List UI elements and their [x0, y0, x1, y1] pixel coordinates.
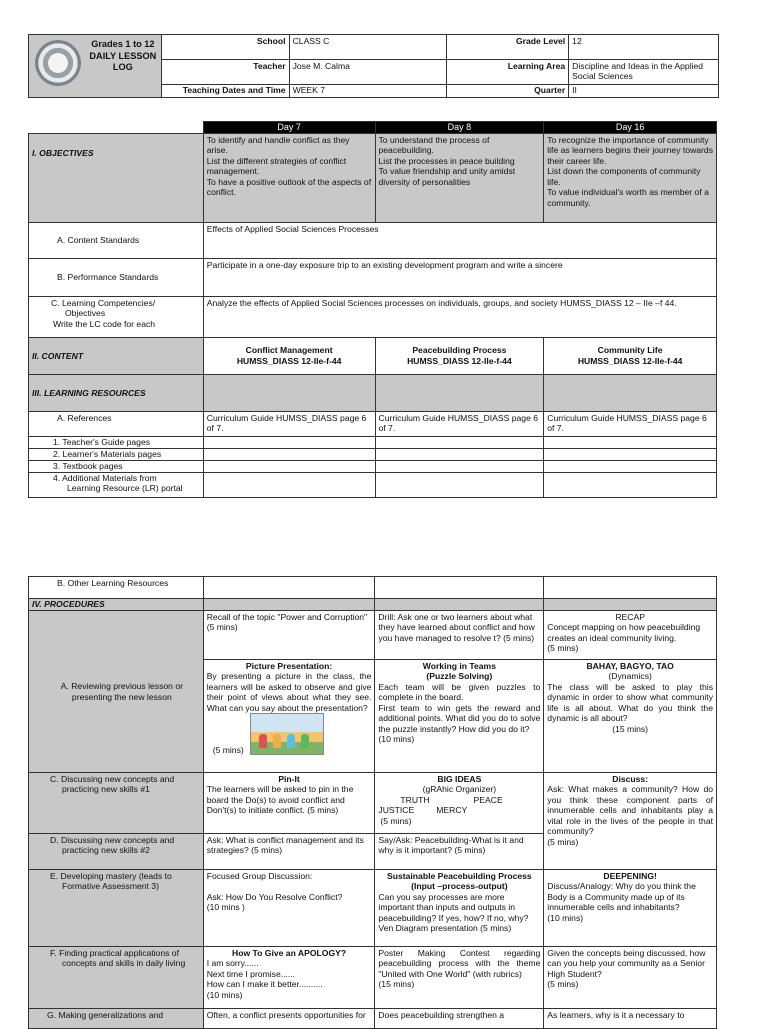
teachers-guide-label: 1. Teacher's Guide pages — [29, 436, 204, 448]
day-header-1: Day 7 — [203, 122, 375, 134]
day-header-2: Day 8 — [375, 122, 544, 134]
deped-seal-icon — [35, 40, 81, 86]
references-day-1: Curriculum Guide HUMSS_DIASS page 6 of 7. — [203, 411, 375, 436]
dll-title: Grades 1 to 12 DAILY LESSON LOG — [89, 39, 157, 72]
teacher-label: Teacher — [161, 60, 289, 85]
procedure-c-day-3-discuss: Discuss: Ask: What makes a community? How do you think these component parts of innumerable cells and inhabitants play a vital role in the lives of the people in that community? (5 mins) — [544, 773, 717, 870]
teaching-dates-label: Teaching Dates and Time — [161, 85, 289, 98]
dll-title-block — [29, 35, 162, 98]
procedure-d-day-1: Ask: What is conflict management and its strategies? (5 mins) — [203, 834, 375, 870]
teaching-dates-value: WEEK 7 — [289, 85, 447, 98]
quarter-label: Quarter — [447, 85, 569, 98]
additional-materials-label: 4. Additional Materials from Learning Resource (LR) portal — [29, 472, 204, 497]
procedure-a-day-1-picture: Picture Presentation: By presenting a picture in the class, the learners will be asked to observe and give their point of views about what they see. What can you say about the presentation? (5 mins) — [203, 660, 375, 773]
procedure-a-day-3-dynamics: BAHAY, BAGYO, TAO (Dynamics) The class will be asked to play this dynamic in order to show what community life is all about. What do you think the dynamic is all about? (15 mins) — [544, 660, 717, 773]
procedure-f-label: F. Finding practical applications of concepts and skills in daily living — [29, 947, 204, 1009]
procedure-e-day-2: Sustainable Peacebuilding Process (Input –process-output) Can you say processes are more important than inputs and outputs in peacebuilding? If yes, how? If no, why? Ven Diagram presentation (5 mins) — [375, 870, 544, 947]
procedure-a-day-2-teams: Working in Teams (Puzzle Solving) Each team will be given puzzles to complete in the board. First team to win gets the reward and additional points. What did you do to solve the puzzle instantly? How did you do it? (10 mins) — [375, 660, 544, 773]
procedure-g-day-3: As learners, why is it a necessary to — [544, 1009, 717, 1029]
procedure-a-day-1-recall: Recall of the topic "Power and Corruption" (5 mins) — [203, 611, 375, 660]
lesson-plan-table-page-1 — [28, 121, 717, 498]
objectives-day-3: To recognize the importance of community life as learners begins their journey towards their career life. List down the components of community life. To value individual's worth as member of a community. — [544, 133, 717, 222]
header-table — [28, 34, 719, 98]
procedure-g-day-1: Often, a conflict presents opportunities for — [203, 1009, 375, 1029]
references-day-2: Curriculum Guide HUMSS_DIASS page 6 of 7. — [375, 411, 544, 436]
objectives-day-1: To identify and handle conflict as they arise. List the different strategies of conflict management. To have a positive outlook of the aspects of conflict. — [203, 133, 375, 222]
performance-standards-label: B. Performance Standards — [29, 258, 204, 296]
content-standards-value: Effects of Applied Social Sciences Processes — [203, 222, 716, 258]
performance-standards-value: Participate in a one-day exposure trip to an existing development program and write a sincere — [203, 258, 716, 296]
procedure-e-day-1: Focused Group Discussion: Ask: How Do You Resolve Conflict? (10 mins ) — [203, 870, 375, 947]
procedures-label: IV. PROCEDURES — [29, 599, 204, 611]
references-label: A. References — [29, 411, 204, 436]
learners-materials-label: 2. Learner's Materials pages — [29, 448, 204, 460]
learning-competencies-label: C. Learning Competencies/ Objectives Write the LC code for each — [29, 296, 204, 337]
quarter-value: II — [569, 85, 719, 98]
learning-area-label: Learning Area — [447, 60, 569, 85]
learning-area-value: Discipline and Ideas in the Applied Social Sciences — [569, 60, 719, 85]
other-resources-label: B. Other Learning Resources — [29, 577, 204, 599]
procedure-g-day-2: Does peacebuilding strengthen a — [375, 1009, 544, 1029]
content-label: II. CONTENT — [29, 337, 204, 374]
procedure-f-day-1: How To Give an APOLOGY? I am sorry...... Next time I promise...... How can I make it better.......... (10 mins) — [203, 947, 375, 1009]
procedure-g-label: G. Making generalizations and — [29, 1009, 204, 1029]
content-day-1: Conflict Management HUMSS_DIASS 12-IIe-f-44 — [203, 337, 375, 374]
content-day-3: Community Life HUMSS_DIASS 12-IIe-f-44 — [544, 337, 717, 374]
content-day-2: Peacebuilding Process HUMSS_DIASS 12-IIe-f-44 — [375, 337, 544, 374]
learning-resources-label: III. LEARNING RESOURCES — [29, 374, 204, 411]
content-standards-label: A. Content Standards — [29, 222, 204, 258]
school-value: CLASS C — [289, 35, 447, 60]
objectives-day-2: To understand the process of peacebuilding. List the processes in peace building To value friendship and unity amidst diversity of personalities — [375, 133, 544, 222]
procedure-a-day-3-recap: RECAP Concept mapping on how peacebuilding creates an ideal community living. (5 mins) — [544, 611, 717, 660]
references-day-3: Curriculum Guide HUMSS_DIASS page 6 of 7. — [544, 411, 717, 436]
procedure-c-label: C. Discussing new concepts and practicing new skills #1 — [29, 773, 204, 834]
procedure-e-label: E. Developing mastery (leads to Formative Assessment 3) — [29, 870, 204, 947]
classroom-picture-icon — [250, 713, 324, 755]
objectives-label: I. OBJECTIVES — [29, 133, 204, 222]
procedure-f-day-3: Given the concepts being discussed, how can you help your community as a Senior High Student? (5 mins) — [544, 947, 717, 1009]
textbook-pages-label: 3. Textbook pages — [29, 460, 204, 472]
procedure-d-day-2: Say/Ask: Peacebuilding-What is it and why is it important? (5 mins) — [375, 834, 544, 870]
day-header-3: Day 16 — [544, 122, 717, 134]
procedure-c-day-1: Pin-It The learners will be asked to pin in the board the Do(s) to avoid conflict and Don't(s) to initiate conflict. (5 mins) — [203, 773, 375, 834]
procedure-c-day-2: BIG IDEAS (gRAhic Organizer) TRUTH PEACE JUSTICE MERCY (5 mins) — [375, 773, 544, 834]
lesson-plan-table-page-2 — [28, 576, 717, 1029]
procedure-e-day-3: DEEPENING! Discuss/Analogy: Why do you think the Body is a Community made up of its innumerable cells and inhabitants? (10 mins) — [544, 870, 717, 947]
school-label: School — [161, 35, 289, 60]
procedure-a-day-2-drill: Drill: Ask one or two learners about what they have learned about conflict and how you have managed to resolve t? (5 mins) — [375, 611, 544, 660]
teacher-value: Jose M. Calma — [289, 60, 447, 85]
procedure-f-day-2: Poster Making Contest regarding peacebuilding process with the theme "United with One World" (with rubrics) (15 mins) — [375, 947, 544, 1009]
grade-level-value: 12 — [569, 35, 719, 60]
procedure-d-label: D. Discussing new concepts and practicing new skills #2 — [29, 834, 204, 870]
grade-level-label: Grade Level — [447, 35, 569, 60]
learning-competencies-value: Analyze the effects of Applied Social Sciences processes on individuals, groups, and society HUMSS_DIASS 12 – IIe –f 44. — [203, 296, 716, 337]
procedure-a-label: A. Reviewing previous lesson or presenting the new lesson — [29, 611, 204, 773]
